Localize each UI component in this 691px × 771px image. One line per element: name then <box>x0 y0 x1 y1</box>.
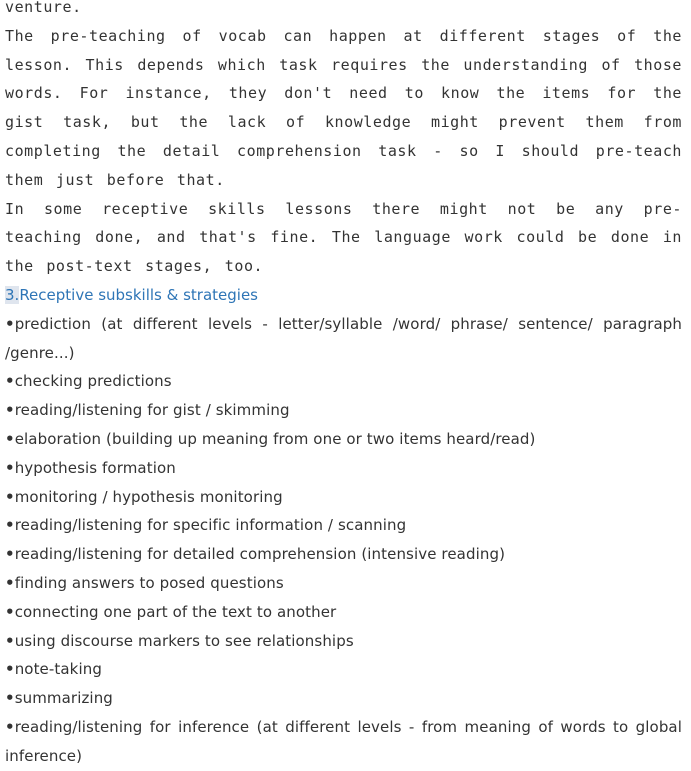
bullet-icon: • <box>5 573 15 592</box>
list-item <box>5 627 682 656</box>
list-item <box>5 598 682 627</box>
bullet-icon: • <box>5 516 15 535</box>
bullet-icon: • <box>5 487 15 506</box>
list-item-text: connecting one part of the text to another <box>14 602 337 621</box>
section-number: 3. <box>5 285 20 304</box>
list-item-text: summarizing <box>14 689 113 708</box>
list-item <box>5 569 682 598</box>
paragraph-venture: venture. <box>5 0 82 16</box>
list-item <box>5 483 682 512</box>
bullet-icon: • <box>5 631 15 650</box>
bullet-icon: • <box>5 314 15 333</box>
bullet-icon: • <box>5 458 15 477</box>
list-item-text: hypothesis formation <box>14 458 176 477</box>
list-item-text: finding answers to posed questions <box>14 573 284 592</box>
list-item-text: reading/listening for gist / skimming <box>14 401 290 420</box>
section-heading <box>5 281 682 310</box>
list-item <box>5 655 682 684</box>
list-item-text: using discourse markers to see relationships <box>14 631 354 650</box>
bullet-icon: • <box>5 545 15 564</box>
document-body <box>5 0 682 771</box>
bullet-icon: • <box>5 429 15 448</box>
list-item <box>5 367 682 396</box>
list-item <box>5 425 682 454</box>
bullet-icon: • <box>5 660 15 679</box>
paragraph-pre-teaching-stages: The pre-teaching of vocab can happen at different stages of the lesson. This depends which task requires the understanding of those words. For instance, they don't need to know the items for the gist task, but the lack of knowledge might prevent them from completing the detail comprehension task - so I should pre-teach them just before that. <box>5 26 682 189</box>
list-item-text: note-taking <box>14 660 102 679</box>
section-title: Receptive subskills & strategies <box>19 285 259 304</box>
list-item-text: reading/listening for inference (at different levels - from meaning of words to global inference) <box>5 717 682 765</box>
list-item <box>5 511 682 540</box>
list-item-text: reading/listening for specific information / scanning <box>14 516 407 535</box>
list-item-text: monitoring / hypothesis monitoring <box>14 487 283 506</box>
bullet-icon: • <box>5 602 15 621</box>
list-item <box>5 713 682 771</box>
paragraph-no-pre-teaching: In some receptive skills lessons there might not be any pre-teaching done, and that's fine. The language work could be done in the post-text stages, too. <box>5 199 682 276</box>
list-item <box>5 684 682 713</box>
bullet-icon: • <box>5 372 15 391</box>
list-item-text: checking predictions <box>14 372 172 391</box>
list-item <box>5 454 682 483</box>
list-item <box>5 310 682 368</box>
bullet-icon: • <box>5 717 15 736</box>
list-item-text: reading/listening for detailed comprehension (intensive reading) <box>14 545 506 564</box>
list-item <box>5 540 682 569</box>
list-item-text: prediction (at different levels - letter/syllable /word/ phrase/ sentence/ paragraph /genre...) <box>5 314 682 362</box>
subskills-list <box>5 310 682 771</box>
list-item-text: elaboration (building up meaning from one or two items heard/read) <box>14 429 536 448</box>
list-item <box>5 396 682 425</box>
bullet-icon: • <box>5 401 15 420</box>
bullet-icon: • <box>5 689 15 708</box>
